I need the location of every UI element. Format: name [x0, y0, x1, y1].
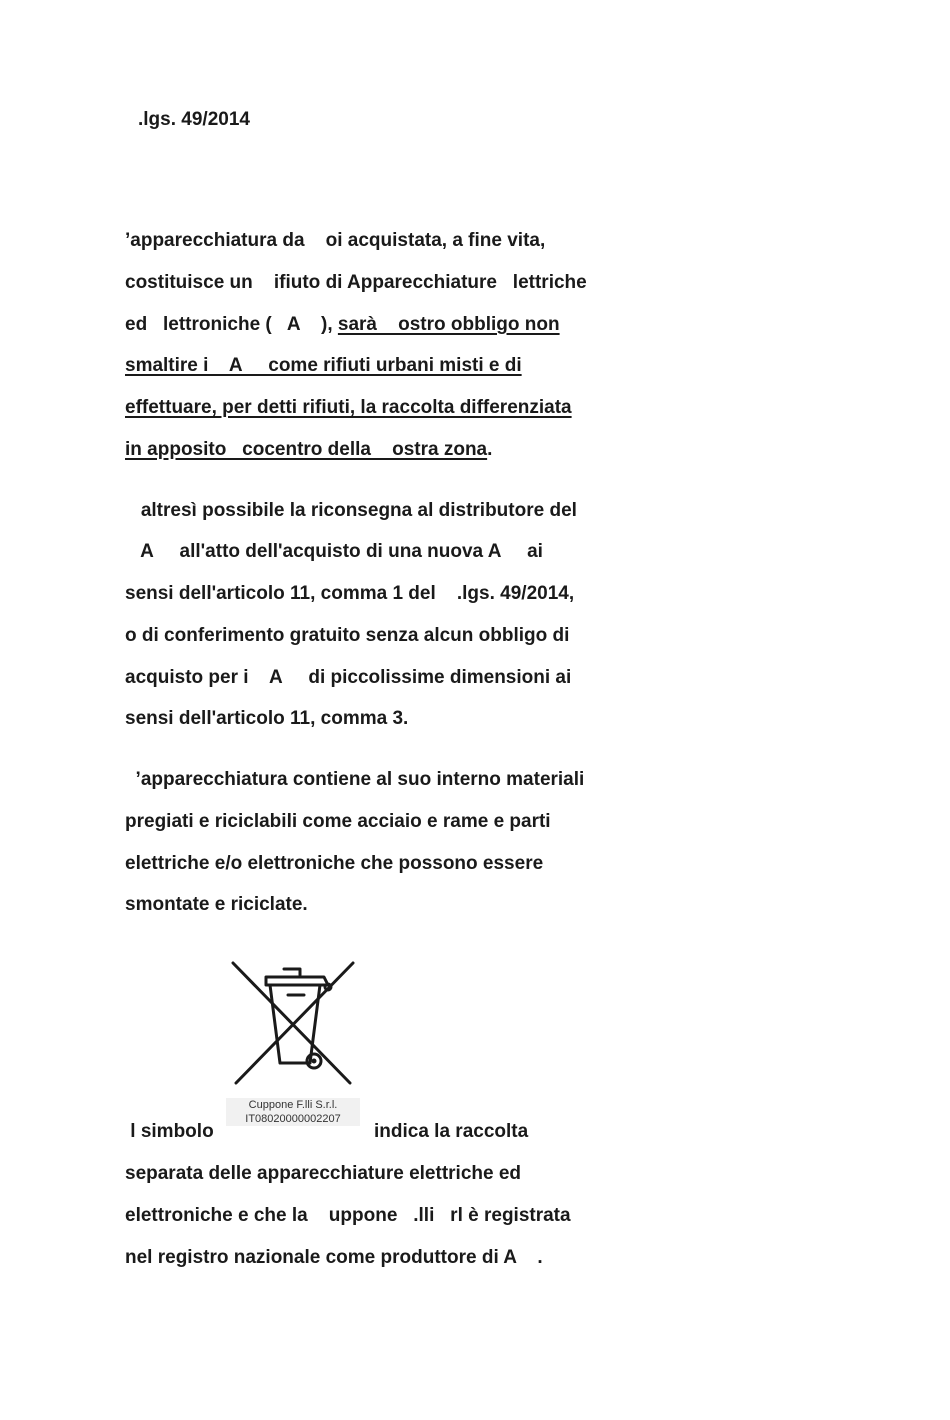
crossed-out-wheelie-bin-icon	[228, 955, 358, 1085]
paragraph1-line5: effettuare, per detti rifiuti, la raccolta differenziata	[125, 397, 572, 418]
paragraph1-line3-underlined: sarà ostro obbligo non	[337, 314, 560, 335]
paragraph4-line2: separata delle apparecchiature elettriche ed	[125, 1163, 522, 1184]
paragraph1-line3	[125, 313, 560, 337]
paragraph3-line3: elettriche e/o elettroniche che possono essere	[125, 853, 544, 874]
paragraph2-line3: sensi dell'articolo 11, comma 1 del .lgs. 49/2014,	[125, 583, 575, 604]
paragraph4-line1a: l simbolo	[125, 1121, 214, 1142]
paragraph1-line6	[125, 438, 492, 462]
paragraph4-line1b: indica la raccolta	[374, 1121, 529, 1142]
paragraph1-line6-end: .	[487, 439, 493, 460]
logo-caption-company: Cuppone F.lli S.r.l.	[248, 1099, 338, 1111]
logo-caption	[226, 1098, 360, 1126]
paragraph3-line4: smontate e riciclate.	[125, 894, 308, 915]
logo-caption-registration: IT08020000002207	[245, 1113, 341, 1125]
paragraph1-line6-underlined: in apposito cocentro della ostra zona	[125, 439, 488, 460]
paragraph2-line4: o di conferimento gratuito senza alcun obbligo di	[125, 625, 570, 646]
paragraph3-line1: ’apparecchiatura contiene al suo interno materiali	[125, 769, 585, 790]
paragraph1-line2: costituisce un ifiuto di Apparecchiature lettriche	[125, 272, 587, 293]
heading: .lgs. 49/2014	[138, 109, 250, 130]
paragraph1-line3-plain: ed lettroniche ( A ),	[125, 314, 338, 335]
paragraph3-line2: pregiati e riciclabili come acciaio e rame e parti	[125, 811, 551, 832]
paragraph1-line1: ’apparecchiatura da oi acquistata, a fine vita,	[125, 230, 546, 251]
paragraph4-line3: elettroniche e che la uppone .lli rl è registrata	[125, 1205, 571, 1226]
paragraph1-line4: smaltire i A come rifiuti urbani misti e di	[125, 355, 522, 376]
paragraph2-line6: sensi dell'articolo 11, comma 3.	[125, 708, 409, 729]
paragraph2-line1: altresì possibile la riconsegna al distributore del	[125, 500, 577, 521]
paragraph2-line5: acquisto per i A di piccolissime dimensioni ai	[125, 667, 572, 688]
paragraph4-line4: nel registro nazionale come produttore di A .	[125, 1247, 543, 1268]
paragraph2-line2: A all'atto dell'acquisto di una nuova A ai	[125, 541, 543, 562]
